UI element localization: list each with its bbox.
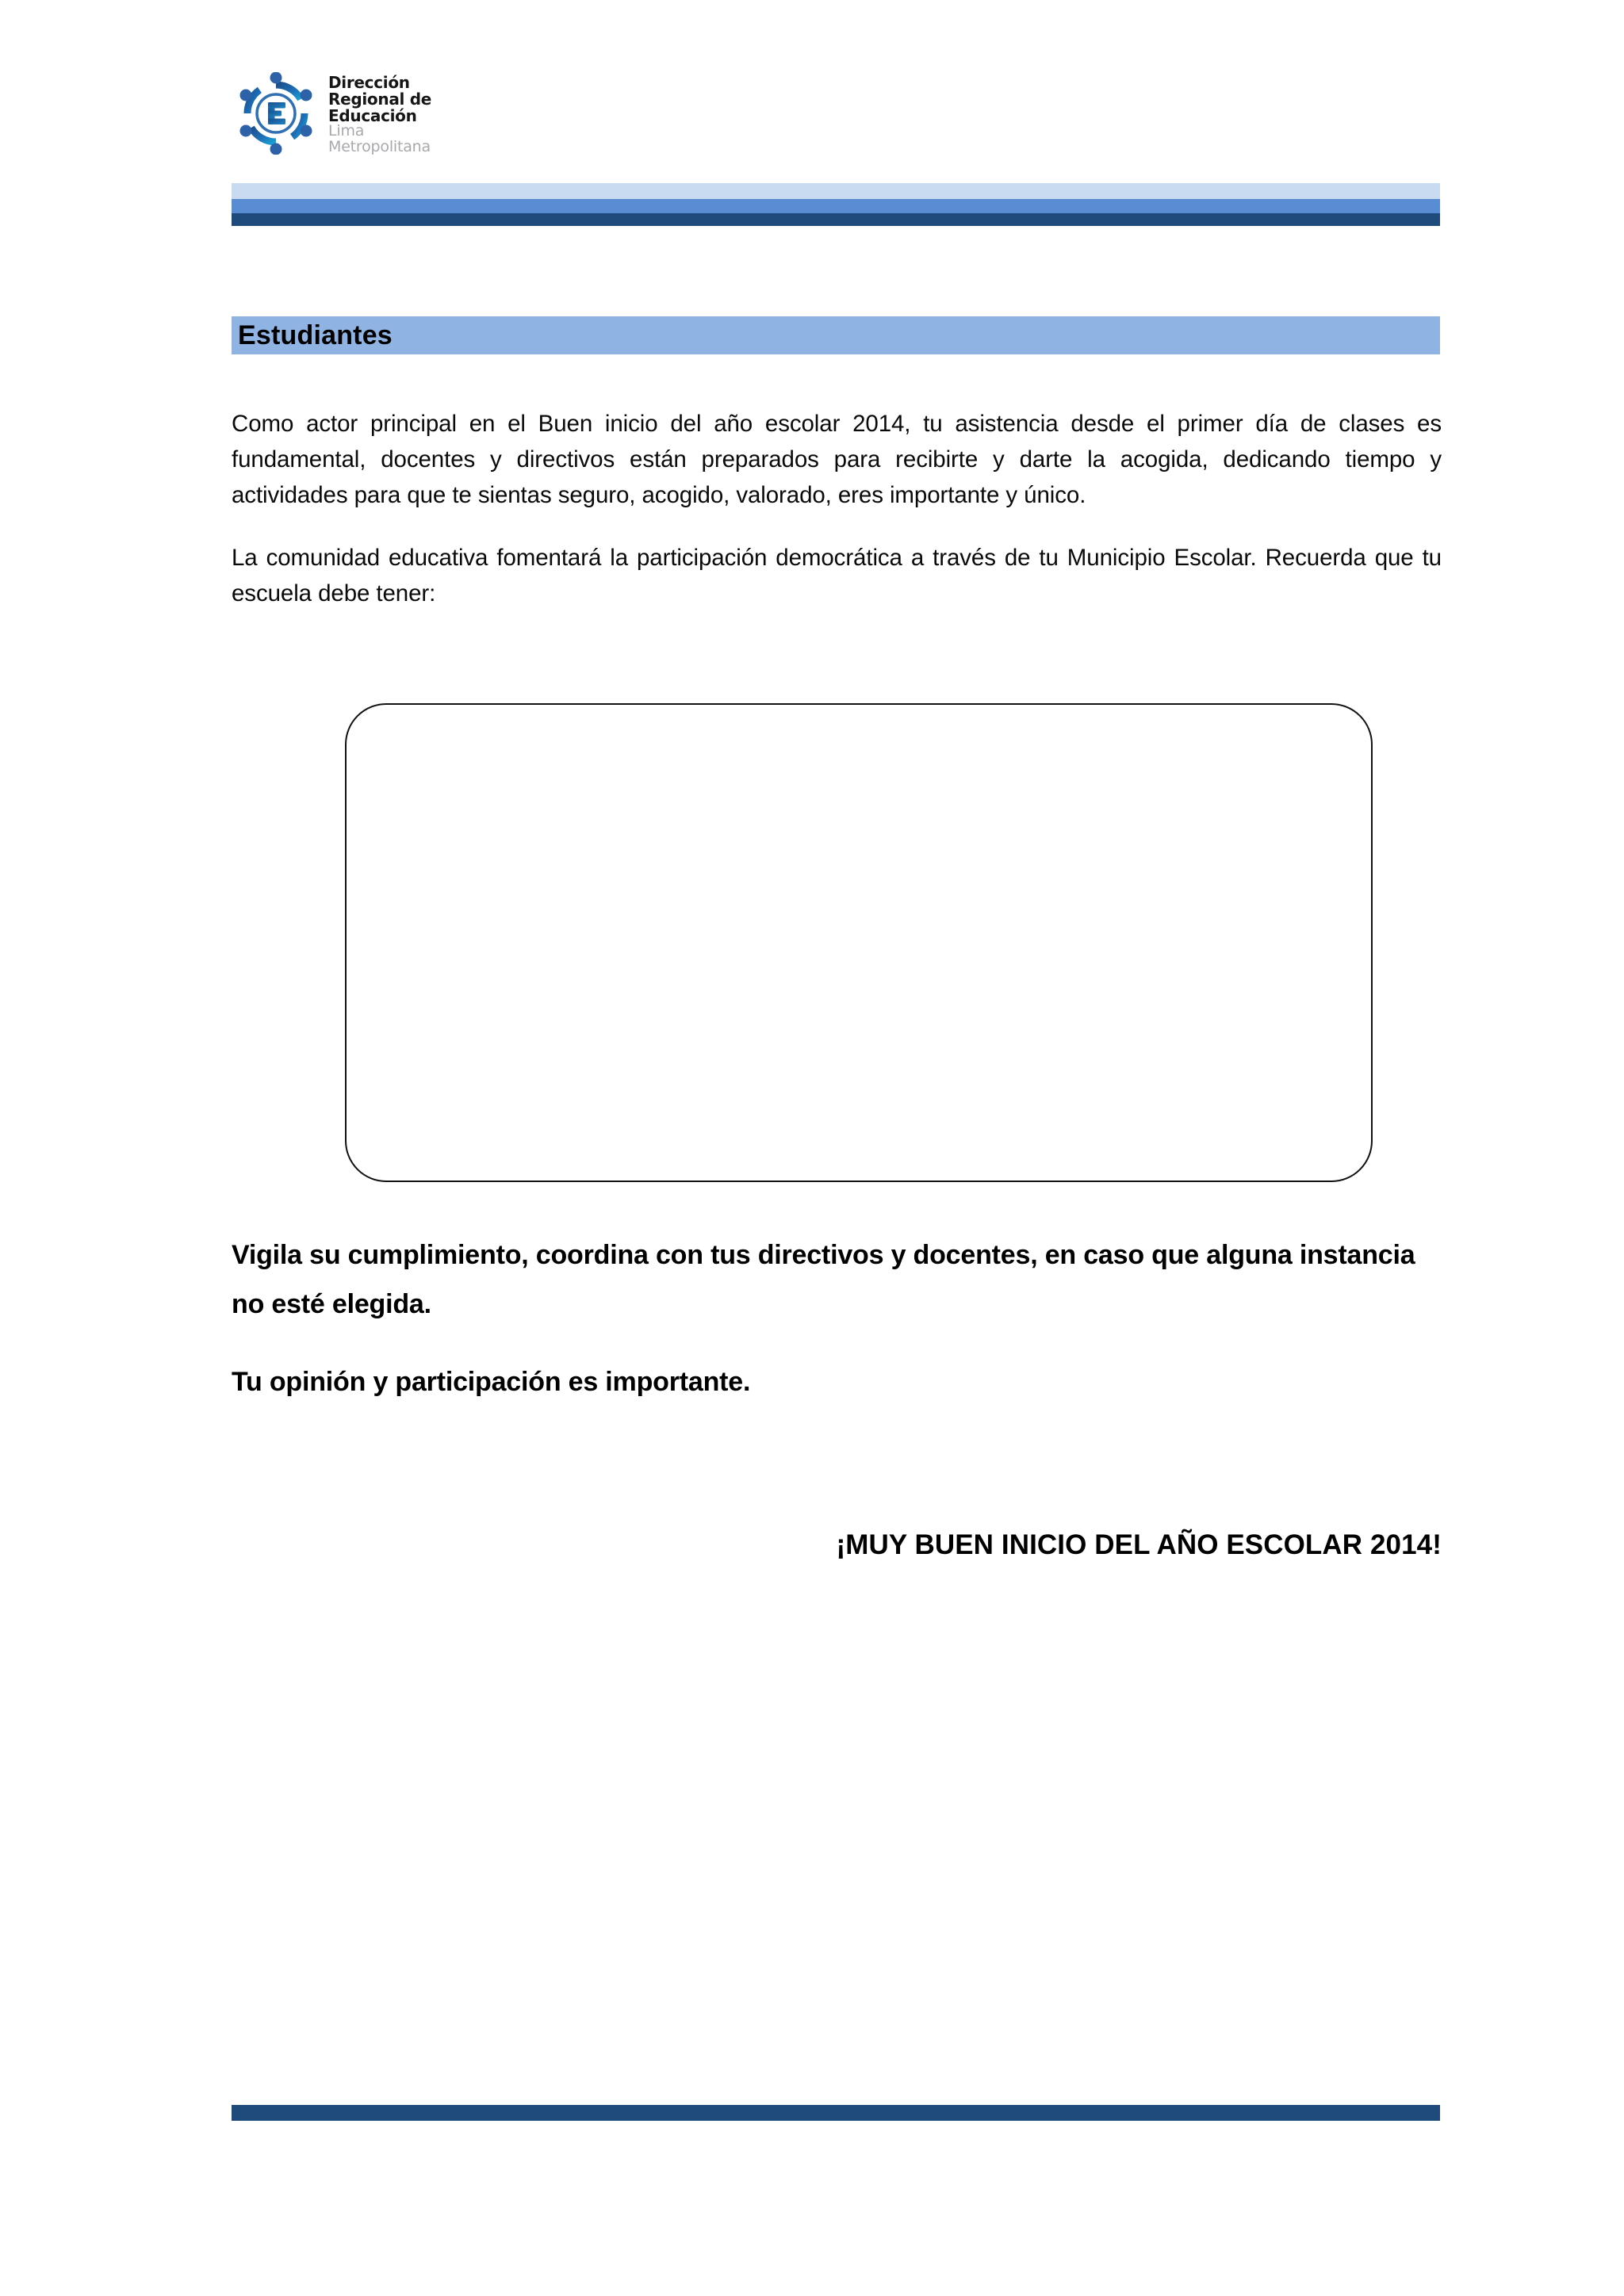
logo-line-1: Dirección <box>328 73 410 93</box>
header-rule-light <box>232 183 1440 199</box>
logo-subline-1: Lima <box>328 122 365 140</box>
body-text-column <box>232 406 1442 611</box>
body-paragraph-2: La comunidad educativa fomentará la participación democrática a través de tu Municipio Escolar. Recuerda que tu escuela debe tener: <box>232 545 1442 607</box>
body-paragraph-1: Como actor principal en el Buen inicio del año escolar 2014, tu asistencia desde el primer día de clases es fundamental, docentes y directivos están preparados para recibirte y darte la acogida, dedicando tiempo y actividades para que te sientas seguro, acogido, valorado, eres importante y único. <box>232 411 1442 508</box>
logo-line-3: Educación <box>328 105 417 125</box>
section-heading-band <box>232 316 1440 354</box>
section-heading-title: Estudiantes <box>238 320 393 350</box>
empty-rounded-rectangle-placeholder <box>345 703 1373 1182</box>
callout-line-2: Tu opinión y participación es importante. <box>232 1367 751 1397</box>
logo-wordmark <box>328 71 431 155</box>
header-rule-dark <box>232 213 1440 226</box>
organization-logo <box>235 62 568 165</box>
header-rule-mid <box>232 199 1440 213</box>
logo-line-2: Regional de <box>328 89 432 109</box>
callout-line-1: Vigila su cumplimiento, coordina con tus directivos y docentes, en caso que alguna instancia no esté elegida. <box>232 1240 1415 1319</box>
footer-rule <box>232 2105 1440 2121</box>
closing-salute: ¡MUY BUEN INICIO DEL AÑO ESCOLAR 2014! <box>836 1529 1442 1560</box>
header-rule-group <box>232 183 1440 226</box>
logo-subline-2: Metropolitana <box>328 138 431 156</box>
callout-text-column <box>232 1230 1442 1406</box>
dre-lima-metropolitana-logo-icon <box>235 72 317 155</box>
